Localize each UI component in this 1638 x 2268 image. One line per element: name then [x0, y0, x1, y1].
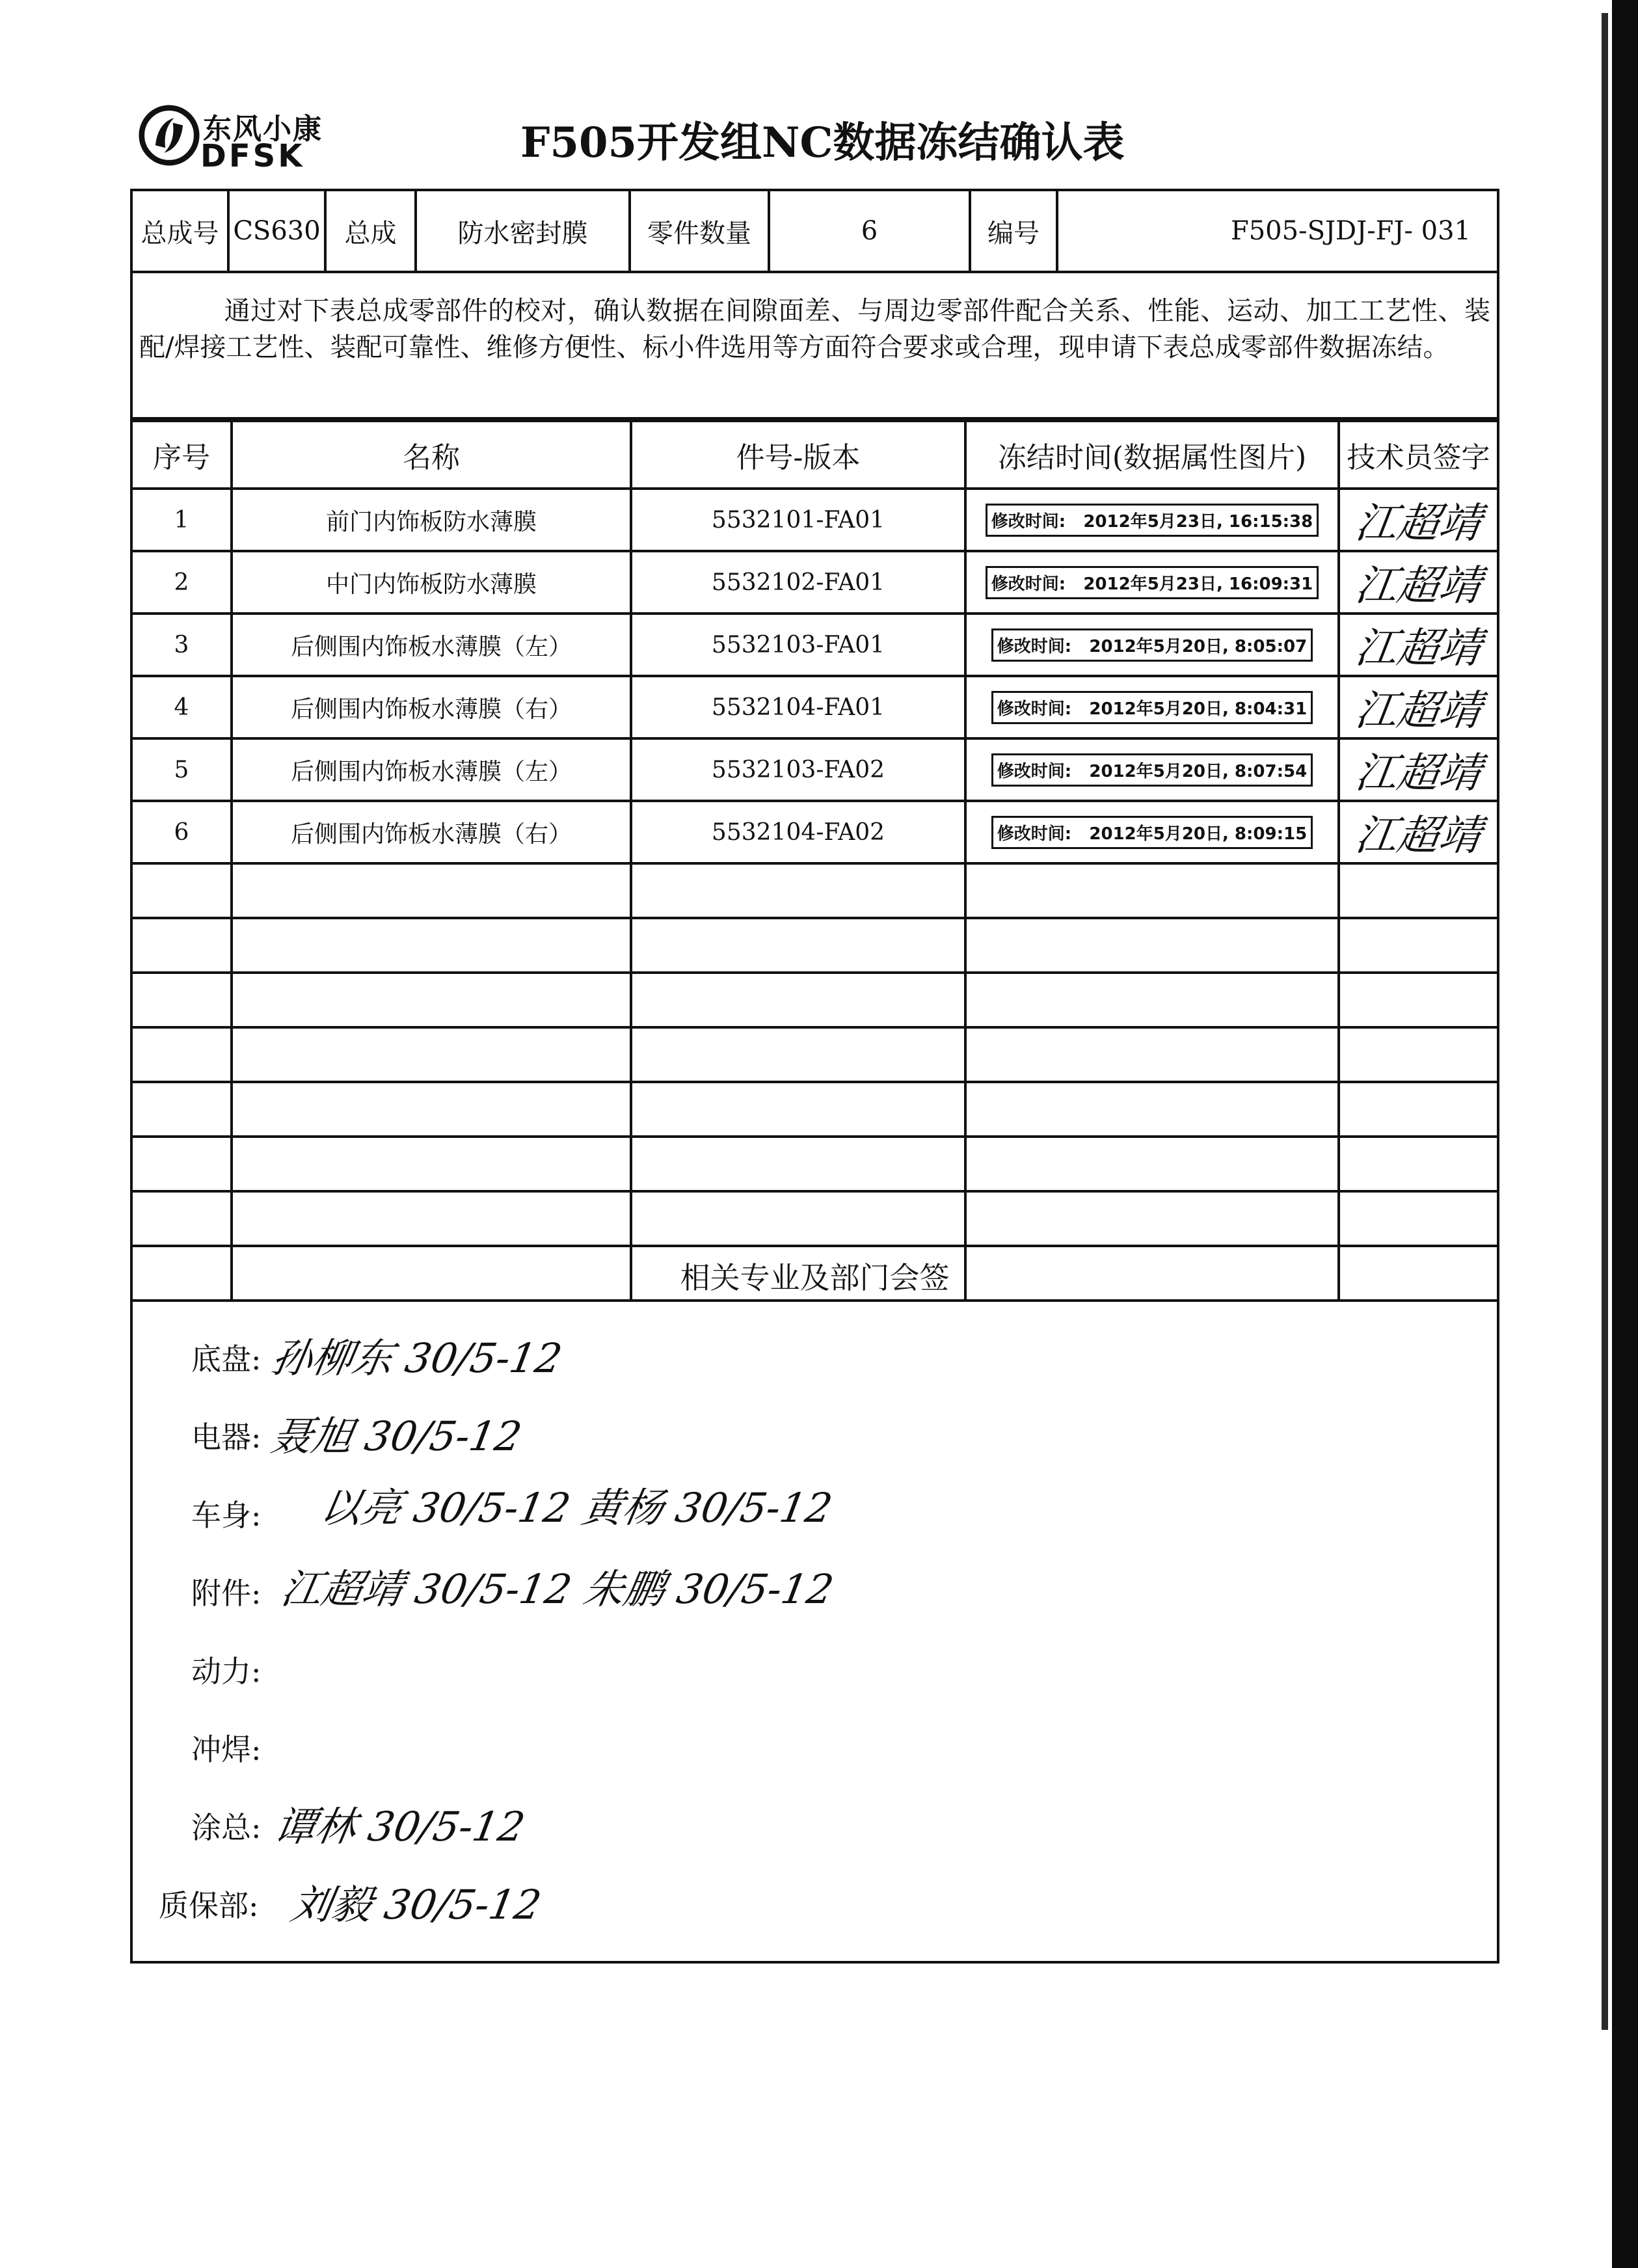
- parts-table: [130, 420, 1499, 1302]
- signer-signature: 江超靖: [1352, 500, 1484, 548]
- countersign-label-stamping-welding: 冲焊:: [191, 1732, 262, 1767]
- row-part: 5532103-FA02: [631, 738, 965, 801]
- row-part: 5532103-FA01: [631, 614, 965, 676]
- freeze-time-box: [991, 628, 1313, 662]
- empty-row: [131, 973, 1498, 1027]
- parts-qty-label: 零件数量: [630, 190, 769, 272]
- header-part: 件号-版本: [631, 421, 965, 489]
- row-signer: [1339, 614, 1498, 676]
- freeze-time-box: [991, 753, 1313, 787]
- row-signer: [1339, 489, 1498, 551]
- empty-row: [131, 1191, 1498, 1246]
- signature-painting-assembly: 谭林 30/5-12: [271, 1803, 529, 1850]
- signature-body: 以亮 30/5-12 黄杨 30/5-12: [316, 1484, 836, 1532]
- row-time: [965, 738, 1339, 801]
- signature-accessories: 江超靖 30/5-12 朱鹏 30/5-12: [277, 1565, 837, 1613]
- signer-signature: 江超靖: [1352, 687, 1484, 735]
- dfsk-logo-icon: [138, 104, 200, 167]
- row-no: 3: [131, 614, 232, 676]
- empty-row: [131, 1137, 1498, 1191]
- freeze-time-value: 2012年5月20日, 8:05:07: [1089, 636, 1308, 656]
- freeze-time-label: 修改时间:: [997, 761, 1072, 781]
- header-name: 名称: [232, 421, 631, 489]
- freeze-time-label: 修改时间:: [997, 636, 1072, 656]
- empty-row: [131, 1027, 1498, 1082]
- table-row: [131, 614, 1498, 676]
- table-row: [131, 738, 1498, 801]
- row-part: 5532102-FA01: [631, 551, 965, 614]
- row-time: [965, 489, 1339, 551]
- row-time: [965, 676, 1339, 738]
- row-name: 前门内饰板防水薄膜: [232, 489, 631, 551]
- freeze-time-box: [991, 691, 1313, 724]
- scan-dark-edge: [1612, 0, 1638, 2268]
- row-time: [965, 614, 1339, 676]
- empty-row: [131, 863, 1498, 918]
- row-name: 后侧围内饰板水薄膜（左）: [232, 738, 631, 801]
- assembly-no-label: 总成号: [131, 190, 228, 272]
- freeze-time-value: 2012年5月23日, 16:15:38: [1083, 511, 1313, 532]
- countersign-label-chassis: 底盘:: [191, 1342, 262, 1377]
- row-signer: [1339, 676, 1498, 738]
- signature-quality-dept: 刘毅 30/5-12: [287, 1881, 545, 1928]
- intro-text: 通过对下表总成零部件的校对，确认数据在间隙面差、与周边零部件配合关系、性能、运动、加工工艺性、装配/焊接工艺性、装配可靠性、维修方便性、标小件选用等方面符合要求或合理，现申请下表总成零部件数据冻结。: [139, 296, 1490, 362]
- row-name: 后侧围内饰板水薄膜（右）: [232, 676, 631, 738]
- header-signer: 技术员签字: [1339, 421, 1498, 489]
- freeze-time-value: 2012年5月20日, 8:09:15: [1089, 824, 1308, 844]
- row-signer: [1339, 738, 1498, 801]
- empty-row: [131, 918, 1498, 973]
- header-no: 序号: [131, 421, 232, 489]
- signer-signature: 江超靖: [1352, 625, 1484, 673]
- signer-signature: 江超靖: [1352, 562, 1484, 610]
- table-row: [131, 551, 1498, 614]
- countersign-label-powertrain: 动力:: [191, 1654, 262, 1689]
- row-part: 5532104-FA01: [631, 676, 965, 738]
- number-value: F505-SJDJ-FJ- 031: [1057, 190, 1498, 272]
- empty-row: [131, 1082, 1498, 1137]
- row-no: 5: [131, 738, 232, 801]
- freeze-time-value: 2012年5月20日, 8:04:31: [1089, 699, 1308, 719]
- scan-shadow-edge: [1602, 13, 1608, 2030]
- countersign-title: 相关专业及部门会签: [680, 1260, 950, 1295]
- logo-chinese-text: 东风小康: [203, 113, 323, 146]
- freeze-time-label: 修改时间:: [991, 511, 1066, 532]
- freeze-time-box: [991, 816, 1313, 849]
- row-part: 5532101-FA01: [631, 489, 965, 551]
- freeze-time-box: [986, 566, 1319, 599]
- countersign-section: [130, 1248, 1499, 1964]
- row-signer: [1339, 551, 1498, 614]
- row-time: [965, 551, 1339, 614]
- page-title: F505开发组NC数据冻结确认表: [520, 118, 1125, 167]
- intro-paragraph: [130, 273, 1499, 420]
- row-signer: [1339, 801, 1498, 863]
- row-name: 后侧围内饰板水薄膜（右）: [232, 801, 631, 863]
- countersign-label-body: 车身:: [191, 1498, 262, 1533]
- freeze-time-label: 修改时间:: [997, 824, 1072, 844]
- row-time: [965, 801, 1339, 863]
- countersign-label-accessories: 附件:: [191, 1576, 262, 1611]
- row-no: 4: [131, 676, 232, 738]
- assembly-no-value: CS630: [228, 190, 325, 272]
- signer-signature: 江超靖: [1352, 812, 1484, 860]
- countersign-label-painting-assembly: 涂总:: [191, 1810, 262, 1845]
- countersign-label-electrical: 电器:: [191, 1420, 262, 1455]
- row-name: 中门内饰板防水薄膜: [232, 551, 631, 614]
- row-no: 6: [131, 801, 232, 863]
- table-row: [131, 489, 1498, 551]
- signature-chassis: 孙柳东 30/5-12: [267, 1334, 566, 1382]
- freeze-time-label: 修改时间:: [991, 574, 1066, 594]
- signer-signature: 江超靖: [1352, 749, 1484, 798]
- table-row: [131, 676, 1498, 738]
- freeze-time-label: 修改时间:: [997, 699, 1072, 719]
- freeze-time-value: 2012年5月20日, 8:07:54: [1089, 761, 1308, 781]
- row-no: 2: [131, 551, 232, 614]
- summary-table: [130, 189, 1499, 273]
- row-no: 1: [131, 489, 232, 551]
- freeze-time-value: 2012年5月23日, 16:09:31: [1083, 574, 1313, 594]
- assembly-name-value: 防水密封膜: [416, 190, 630, 272]
- signature-electrical: 聂旭 30/5-12: [267, 1412, 526, 1460]
- row-part: 5532104-FA02: [631, 801, 965, 863]
- logo-english-text: DFSK: [200, 138, 305, 174]
- assembly-label: 总成: [325, 190, 416, 272]
- table-row: [131, 801, 1498, 863]
- number-label: 编号: [970, 190, 1057, 272]
- parts-qty-value: 6: [769, 190, 970, 272]
- countersign-label-quality-dept: 质保部:: [159, 1888, 259, 1923]
- header-freeze-time: 冻结时间(数据属性图片): [965, 421, 1339, 489]
- freeze-time-box: [986, 504, 1319, 537]
- row-name: 后侧围内饰板水薄膜（左）: [232, 614, 631, 676]
